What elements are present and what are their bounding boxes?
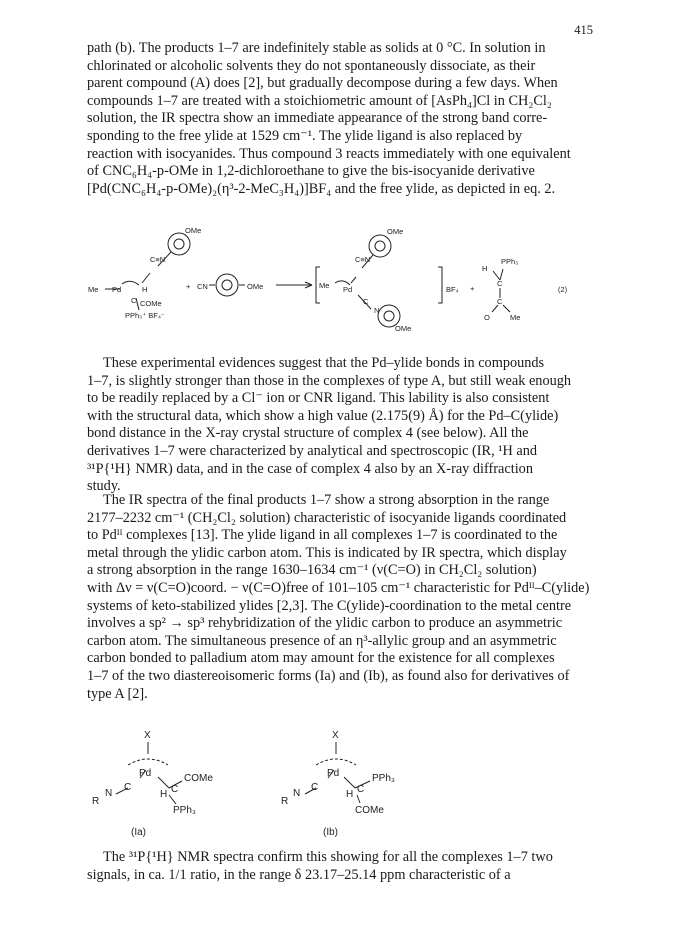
svg-text:C: C	[497, 297, 503, 306]
svg-text:Me: Me	[319, 281, 330, 290]
text-line: compounds 1–7 are treated with a stoichiometric amount of [AsPh₄]Cl in CH₂Cl₂	[87, 92, 552, 109]
text-line: involves a sp² → sp³ rehybridization of the ylidic carbon to produce an asymmetric	[87, 615, 563, 632]
svg-text:OMe: OMe	[395, 324, 412, 333]
svg-text:Pd: Pd	[139, 768, 152, 779]
svg-text:COMe: COMe	[184, 773, 213, 784]
svg-text:C: C	[171, 784, 179, 795]
svg-text:COMe: COMe	[355, 805, 384, 816]
text-line: carbon atom. The simultaneous presence of an η³-allylic group and an asymmetric	[87, 632, 557, 649]
text-line: signals, in ca. 1/1 ratio, in the range δ 23.17–25.14 ppm characteristic of a	[87, 866, 511, 883]
svg-text:Pd: Pd	[327, 768, 340, 779]
text-line: a strong absorption in the range 1630–1634 cm⁻¹ (ν(C=O) in CH₂Cl₂ solution)	[87, 562, 537, 579]
svg-text:+: +	[186, 282, 191, 291]
text-line: bond distance in the X-ray crystal structure of complex 4 (see below). All the	[87, 425, 529, 442]
svg-text:(2): (2)	[558, 285, 568, 294]
svg-text:X: X	[332, 730, 339, 741]
svg-text:PPh₃: PPh₃	[501, 257, 519, 266]
svg-text:Me: Me	[510, 313, 521, 322]
text-line: reaction with isocyanides. Thus compound 3 reacts immediately with one equivalent	[87, 145, 571, 162]
svg-text:Pd: Pd	[112, 285, 122, 294]
svg-text:OMe: OMe	[185, 226, 202, 235]
text-line: systems of keto-stabilized ylides [2,3]. The C(ylide)-coordination to the metal centre	[87, 597, 572, 614]
text-line: type A [2].	[87, 685, 148, 702]
text-line: ³¹P{¹H} NMR) data, and in the case of complex 4 also by an X-ray diffraction	[87, 460, 533, 477]
svg-text:H: H	[160, 789, 168, 800]
text-line: The ³¹P{¹H} NMR spectra confirm this showing for all the complexes 1–7 two	[103, 849, 553, 865]
text-line: sponding to the free ylide at 1529 cm⁻¹. The ylide ligand is also replaced by	[87, 127, 523, 144]
svg-text:COMe: COMe	[140, 299, 162, 308]
svg-text:PPh₃: PPh₃	[173, 805, 196, 816]
text-line: metal through the ylidic carbon atom. This is indicated by IR spectra, which display	[87, 544, 567, 561]
svg-text:Me: Me	[88, 285, 99, 294]
svg-text:C: C	[311, 782, 319, 793]
svg-text:C: C	[124, 782, 132, 793]
svg-text:OMe: OMe	[247, 282, 264, 291]
text-line: chlorinated or alcoholic solvents they do not spontaneously dissociate, as their	[87, 57, 536, 74]
svg-text:OMe: OMe	[387, 227, 404, 236]
svg-text:C: C	[131, 296, 137, 305]
svg-text:C: C	[363, 297, 369, 306]
svg-text:(Ib): (Ib)	[323, 827, 338, 838]
svg-text:PPh₃: PPh₃	[372, 773, 395, 784]
svg-text:N: N	[105, 788, 113, 799]
svg-text:C≡N: C≡N	[150, 255, 166, 264]
text-line: path (b). The products 1–7 are indefinitely stable as solids at 0 °C. In solution in	[87, 40, 546, 56]
svg-text:C≡N: C≡N	[355, 255, 371, 264]
text-line: to be readily replaced by a Cl⁻ ion or CNR ligand. This lability is also consistent	[87, 390, 550, 407]
svg-text:C: C	[357, 784, 365, 795]
svg-text:CN: CN	[197, 282, 208, 291]
svg-text:PPh₃⁺ BF₄⁻: PPh₃⁺ BF₄⁻	[125, 311, 165, 320]
paragraph-4	[87, 849, 595, 884]
text-line: carbon bonded to palladium atom may amount for the existence for all complexes	[87, 650, 555, 667]
text-line: to Pdᴵᴵ complexes [13]. The ylide ligand in all complexes 1–7 is coordinated to the	[87, 527, 558, 544]
svg-text:N: N	[293, 788, 301, 799]
svg-text:R: R	[281, 796, 289, 807]
text-line: with the structural data, which show a high value (2.175(9) Å) for the Pd–C(ylide)	[87, 407, 559, 424]
svg-text:H: H	[346, 789, 354, 800]
text-line: 1–7 of the two diastereoisomeric forms (Ia) and (Ib), as found also for derivatives of	[87, 667, 570, 684]
svg-text:BF₄: BF₄	[446, 285, 459, 294]
svg-text:C: C	[497, 279, 503, 288]
text-line: derivatives 1–7 were characterized by analytical and spectroscopic (IR, ¹H and	[87, 442, 538, 459]
text-line: solution, the IR spectra show an immediate appearance of the strong band corre-	[87, 110, 548, 127]
text-line: parent compound (A) does [2], but gradually decompose during a few days. When	[87, 75, 558, 92]
text-line: The IR spectra of the final products 1–7 show a strong absorption in the range	[103, 492, 550, 508]
svg-text:+: +	[470, 284, 475, 293]
svg-text:X: X	[144, 730, 151, 741]
svg-text:H: H	[142, 285, 148, 294]
svg-text:R: R	[92, 796, 100, 807]
text-line: with Δν = ν(C=O)coord. − ν(C=O)free of 101–105 cm⁻¹ characteristic for Pdᴵᴵ–C(ylide)	[87, 579, 590, 596]
svg-text:Pd: Pd	[343, 285, 353, 294]
svg-text:N: N	[374, 306, 380, 315]
svg-text:O: O	[484, 313, 490, 322]
page-number: 415	[574, 23, 593, 37]
text-line: [Pd(CNC₆H₄-p-OMe)₂(η³-2-MeC₃H₄)]BF₄ and the free ylide, as depicted in eq. 2.	[87, 180, 556, 197]
text-line: These experimental evidences suggest that the Pd–ylide bonds in compounds	[103, 355, 545, 371]
svg-text:(Ia): (Ia)	[131, 827, 146, 838]
svg-text:H: H	[482, 264, 488, 273]
text-line: 1–7, is slightly stronger than those in the complexes of type A, but still weak enough	[87, 372, 572, 389]
text-line: of CNC₆H₄-p-OMe in 1,2-dichloroethane to give the bis-isocyanide derivative	[87, 163, 535, 180]
text-line: study.	[87, 478, 121, 495]
text-line: 2177–2232 cm⁻¹ (CH₂Cl₂ solution) characteristic of isocyanide ligands coordinated	[87, 509, 567, 526]
